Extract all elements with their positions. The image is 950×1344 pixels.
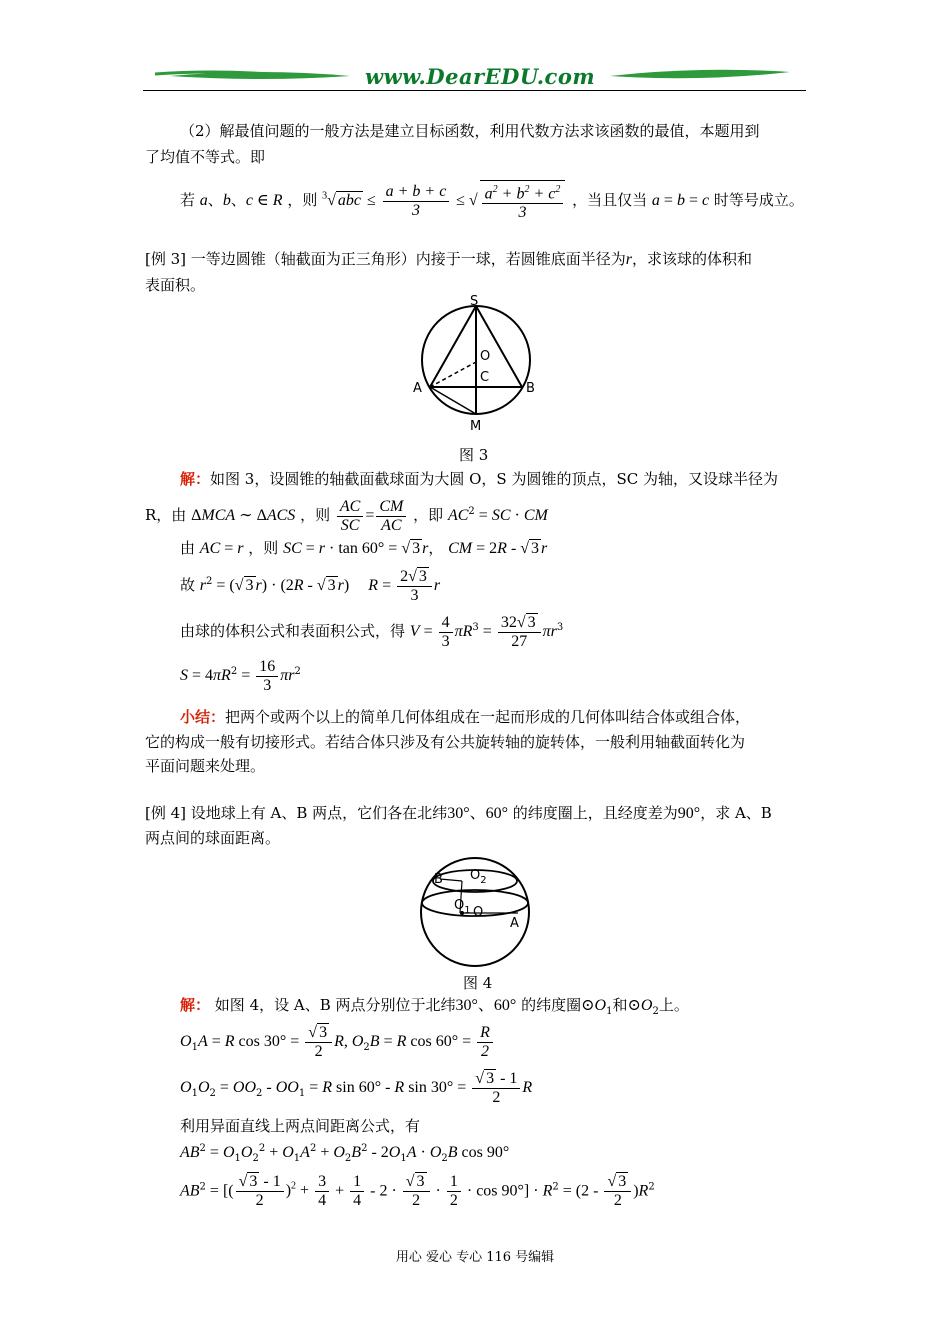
para-p2: 了均值不等式。即: [145, 148, 266, 166]
ex4-text-b: 的纬度圈上，且经度差为: [512, 804, 678, 822]
solution3-line1: [180, 468, 778, 490]
sol3-text-3a: 由: [180, 539, 196, 557]
ex4-text-c: ，求 A、B: [700, 804, 772, 822]
solution3-line2: R，由 ΔMCA ∼ ΔACS ，则 $\frac{AC}{SC}$ = $\frac{CM}{AC}$ ，即 $AC^2$ = SC · CM: [145, 497, 548, 534]
sol3-text-4a: 故: [180, 576, 196, 594]
solution4-line3: $O_1O_2 = OO_2 - OO_1 = R$ sin 60° - R sin 30° = $\frac{√ 3 - 1}{2}$ R: [180, 1069, 533, 1106]
ex4-text-a: [例 4] 设地球上有 A、B 两点，它们各在北纬: [145, 804, 448, 822]
p3-text-d: 时等号成立。: [713, 191, 804, 210]
p3-text-a: 若: [180, 191, 196, 210]
sol4-text-1c: 和: [612, 996, 628, 1014]
solution3-line5: 由球的体积公式和表面积公式，得 V = $\frac{4}{3}$ $\pi R^3$ = $\frac{32√ 3}{27}$ $\pi r^3$: [180, 613, 564, 650]
fig4-O1-sub: 1: [464, 905, 471, 916]
header-rule: [143, 90, 806, 91]
solution4-line1: 解： 如图 4，设 A、B 两点分别位于北纬30°、60° 的纬度圈$⊙O_1$和$⊙O_2$上。: [180, 996, 689, 1017]
example3-line2: 表面积。: [145, 276, 206, 294]
page-footer: 用心 爱心 专心 116 号编辑: [395, 1250, 555, 1265]
para-p3: 若 a、b、c ∈ R ，则 $^3$√ abc ≤ $\frac{a + b + c}{3}$ ≤ √ $\frac{a^2 + b^2 + c^2}{3}$ ，当且仅当 a = b = c 时等号成立。: [180, 180, 804, 222]
sol3-text-3b: ，则: [248, 539, 279, 557]
figure3-caption: 图 3: [459, 446, 489, 464]
figure4-diagram: [418, 855, 538, 970]
solution3-line3: 由 AC = r ，则 SC = r · tan 60° = √ 3 r， CM = 2R - √ 3 r: [180, 539, 548, 557]
solution3-line4: 故 $r^2$ = (√ 3 r) · (2R - √ 3 r) R = $\frac{2√ 3}{3}$ r: [180, 567, 441, 604]
solution4-line5: $AB^2 = O_1O_2^2 + O_1A^2 + O_2B^2 - 2O_1A \cdot O_2B$ cos 90°: [180, 1143, 510, 1164]
logo-text: www.DearEDU.com: [364, 64, 596, 89]
p3-text-b: ，则: [287, 191, 318, 210]
fig4-O2-sub: 2: [480, 875, 487, 886]
sol3-text-1: 如图 3，设圆锥的轴截面截球面为大圆 O，S 为圆锥的顶点，SC 为轴，又设球半径为: [210, 470, 778, 488]
summary-text-1: 把两个或两个以上的简单几何体组成在一起而形成的几何体叫结合体或组合体，: [225, 708, 751, 726]
fig3-label-M: M: [470, 419, 482, 434]
fig4-O2-letter: O: [470, 868, 481, 883]
fig4-label-A: A: [510, 916, 519, 931]
fig4-O1-letter: O: [454, 898, 465, 913]
sol4-text-1a: 如图 4，设 A、B 两点分别位于北纬: [214, 996, 456, 1014]
solution4-line6: $AB^2$ = [( $\frac{√ 3 - 1}{2}$ )$^2$ + $\frac{3}{4}$ + $\frac{1}{4}$ - 2 · $\frac{√ 3}{2}$ · $\frac{1}{2}$ · $\cos 90^\circ] \cdot R^2 = (2$ - $\frac{√ 3}{2}$ )$R^2$: [180, 1172, 655, 1209]
fig3-label-C: C: [480, 370, 490, 385]
solution4-line2: $O_1A = R$ cos 30° = $\frac{√ 3}{2}$ R, $O_2B = R$ cos 60° = $\frac{R}{2}$: [180, 1020, 495, 1069]
fig4-label-B: B: [434, 872, 443, 887]
solution4-label: 解：: [180, 996, 211, 1014]
example3-line1: [例 3] 一等边圆锥（轴截面为正三角形）内接于一球，若圆锥底面半径为r，求该球的体积和: [145, 250, 753, 268]
example4-line1: [例 4] 设地球上有 A、B 两点，它们各在北纬30°、60° 的纬度圈上，且经度差为90°，求 A、B: [145, 804, 772, 822]
example4-line2: 两点间的球面距离。: [145, 829, 281, 847]
ex3-text-a: [例 3] 一等边圆锥（轴截面为正三角形）内接于一球，若圆锥底面半径为: [145, 250, 626, 268]
sol3-text-2b: ，则: [300, 506, 331, 524]
sol3-text-2c: ，即: [413, 506, 444, 524]
ex3-text-b: ，求该球的体积和: [632, 250, 753, 268]
solution3-line6: $S = 4\pi R^2$ = $\frac{16}{3}$ $\pi r^2$: [180, 657, 301, 694]
solution3-label: 解：: [180, 470, 211, 488]
fig3-label-A: A: [413, 381, 422, 396]
p3-text-c: ，当且仅当: [572, 191, 648, 210]
para-p1: （2）解最值问题的一般方法是建立目标函数，利用代数方法求该函数的最值，本题用到: [180, 122, 760, 140]
sol3-text-5a: 由球的体积公式和表面积公式，得: [180, 622, 406, 640]
sol3-text-2a: R，由: [145, 506, 187, 524]
header-logo: [150, 62, 800, 92]
summary-line2: 它的构成一般有切接形式。若结合体只涉及有公共旋转轴的旋转体，一般利用轴截面转化为: [145, 733, 746, 751]
summary-label: 小结：: [180, 708, 226, 726]
solution4-line4: 利用异面直线上两点间距离公式，有: [180, 1117, 421, 1135]
fig3-label-O: O: [480, 349, 491, 364]
fig4-label-O: O: [473, 905, 484, 920]
sol4-text-1b: 的纬度圈: [521, 996, 582, 1014]
summary-line1: [180, 706, 750, 728]
figure4-caption: 图 4: [463, 974, 493, 992]
summary-line3: 平面问题来处理。: [145, 757, 266, 775]
sol4-text-1d: 上。: [658, 996, 689, 1014]
fig3-label-S: S: [470, 294, 479, 309]
figure3-diagram: [408, 292, 548, 437]
fig3-label-B: B: [526, 381, 535, 396]
